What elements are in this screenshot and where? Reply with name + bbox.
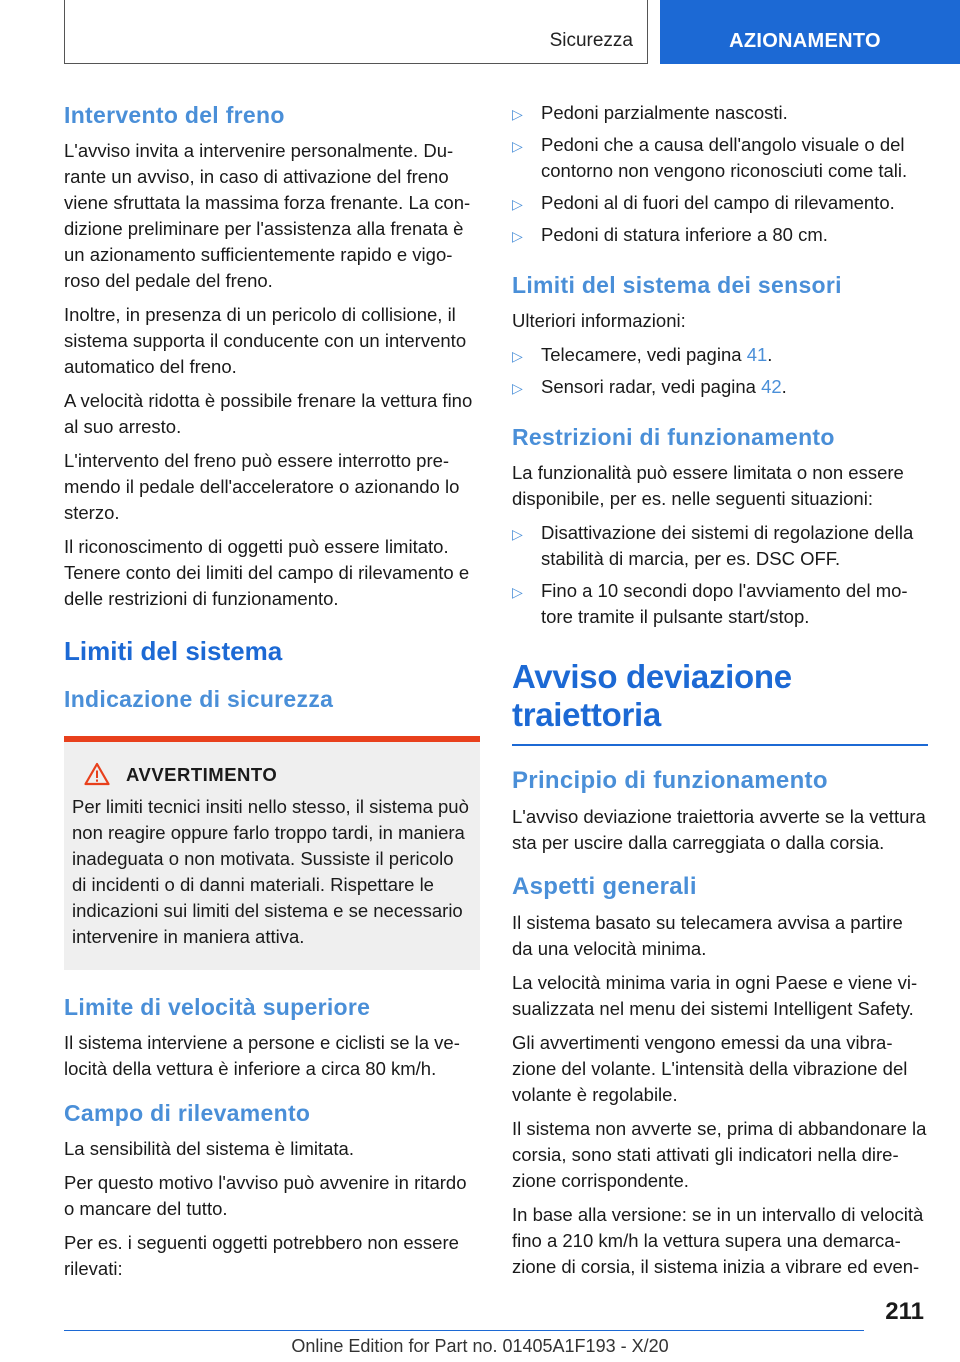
heading-general-aspects: Aspetti generali (512, 873, 697, 900)
left-column (64, 100, 480, 1282)
header-section-box (64, 0, 648, 64)
header-chapter-title: AZIONAMENTO (729, 30, 881, 52)
paragraph: A velocità ridotta è possibile frenare la vettura fino al suo arresto. (64, 390, 473, 437)
paragraph: Il sistema basato su telecamera avvisa a partire da una velocità minima. (512, 912, 903, 959)
triangle-bullet-icon: ▷ (512, 228, 523, 244)
list-item: ▷ Pedoni al di fuori del campo di rilevamento. (512, 190, 928, 216)
triangle-bullet-icon: ▷ (512, 584, 523, 600)
heading-sensor-limits: Limiti del sistema dei sensori (512, 272, 842, 298)
paragraph: Per es. i seguenti oggetti potrebbero non essere rilevati: (64, 1232, 459, 1279)
list-item: ▷ Sensori radar, vedi pagina 42. (512, 374, 928, 400)
paragraph: Inoltre, in presenza di un pericolo di collisione, il sistema supporta il conducente con un intervento automatico del freno. (64, 304, 467, 377)
paragraph: Il riconoscimento di oggetti può essere limitato. Tenere conto dei limiti del campo di rilevamento e delle restrizioni di funzionamento. (64, 536, 470, 609)
heading-function-restrictions: Restrizioni di funzionamento (512, 424, 835, 450)
paragraph: Ulteriori informazioni: (512, 310, 686, 331)
heading-lane-departure-warning: Avviso deviazione traiettoria (512, 658, 792, 733)
heading-detection-range: Campo di rilevamento (64, 1100, 311, 1126)
list-item: ▷ Disattivazione dei sistemi di regolazione della stabilità di marcia, per es. DSC OFF. (512, 522, 914, 569)
paragraph: Gli avvertimenti vengono emessi da una vibrazione del volante. L'intensità della vibrazione del volante è regolabile. (512, 1032, 908, 1105)
warning-title: AVVERTIMENTO (126, 764, 278, 785)
page-link-42[interactable]: 42 (761, 376, 782, 397)
sensor-list (512, 342, 928, 400)
triangle-bullet-icon: ▷ (512, 138, 523, 154)
page-link-41[interactable]: 41 (746, 344, 768, 365)
list-item: ▷ Telecamere, vedi pagina 41. (512, 342, 928, 368)
heading-system-limits: Limiti del sistema (64, 636, 283, 666)
paragraph: La sensibilità del sistema è limitata. (64, 1138, 354, 1159)
warning-triangle-icon (84, 762, 110, 793)
list-item: ▷ Pedoni che a causa dell'angolo visuale o del contorno non vengono riconosciuti come tali. (512, 134, 908, 181)
heading-speed-limit: Limite di velocità superiore (64, 994, 371, 1020)
undetected-objects-list (512, 100, 928, 248)
paragraph: La velocità minima varia in ogni Paese e viene visualizzata nel menu dei sistemi Intelligent Safety. (512, 972, 918, 1019)
paragraph: Il sistema interviene a persone e ciclisti se la velocità della vettura è inferiore a circa 80 km/h. (64, 1032, 460, 1079)
heading-operating-principle: Principio di funzionamento (512, 767, 828, 794)
triangle-bullet-icon: ▷ (512, 348, 523, 364)
warning-text: Per limiti tecnici insiti nello stesso, il sistema può non reagire oppure farlo troppo tardi, in maniera inadeguata o non motivata. Sussiste il pericolo di incidenti o di danni materiali. Rispettare le indicazioni sui limiti del sistema e se necessario intervenire in maniera attiva. (72, 796, 469, 947)
paragraph: L'avviso invita a intervenire personalmente. Durante un avviso, in caso di attivazione del freno viene sfruttata la massima forza frenante. La condizione preliminare per l'assistenza alla frenata è un azionamento sufficientemente rapido e vigoroso del pedale del freno. (64, 140, 471, 291)
page-number: 211 (885, 1298, 924, 1325)
restrictions-list (512, 520, 928, 630)
paragraph: La funzionalità può essere limitata o non essere disponibile, per es. nelle seguenti situazioni: (512, 462, 904, 509)
triangle-bullet-icon: ▷ (512, 380, 523, 396)
paragraph: L'avviso deviazione traiettoria avverte se la vettura sta per uscire dalla carreggiata o dalla corsia. (512, 806, 926, 853)
paragraph: Il sistema non avverte se, prima di abbandonare la corsia, sono stati attivati gli indicatori nella direzione corrispondente. (512, 1118, 927, 1191)
list-item: ▷ Pedoni parzialmente nascosti. (512, 100, 928, 126)
paragraph: L'intervento del freno può essere interrotto premendo il pedale dell'acceleratore o azionando lo sterzo. (64, 450, 460, 523)
warning-box (64, 736, 480, 970)
triangle-bullet-icon: ▷ (512, 526, 523, 542)
triangle-bullet-icon: ▷ (512, 106, 523, 122)
header-chapter-tab (660, 0, 960, 64)
warning-header (72, 762, 472, 788)
list-item: ▷ Pedoni di statura inferiore a 80 cm. (512, 222, 928, 248)
header-section-title: Sicurezza (549, 30, 633, 51)
heading-safety-note: Indicazione di sicurezza (64, 686, 334, 712)
paragraph: Per questo motivo l'avviso può avvenire in ritardo o mancare del tutto. (64, 1172, 467, 1219)
list-item: ▷ Fino a 10 secondi dopo l'avviamento del motore tramite il pulsante start/stop. (512, 580, 908, 627)
right-column (512, 100, 928, 1280)
footer-divider (64, 1330, 864, 1331)
section-divider (512, 744, 928, 746)
paragraph: In base alla versione: se in un intervallo di velocità fino a 210 km/h la vettura supera una demarcazione di corsia, il sistema inizia a vibrare ed even- (512, 1204, 924, 1277)
heading-brake-intervention: Intervento del freno (64, 102, 285, 128)
triangle-bullet-icon: ▷ (512, 196, 523, 212)
footer-edition-text: Online Edition for Part no. 01405A1F193 - X/20 (291, 1336, 669, 1356)
